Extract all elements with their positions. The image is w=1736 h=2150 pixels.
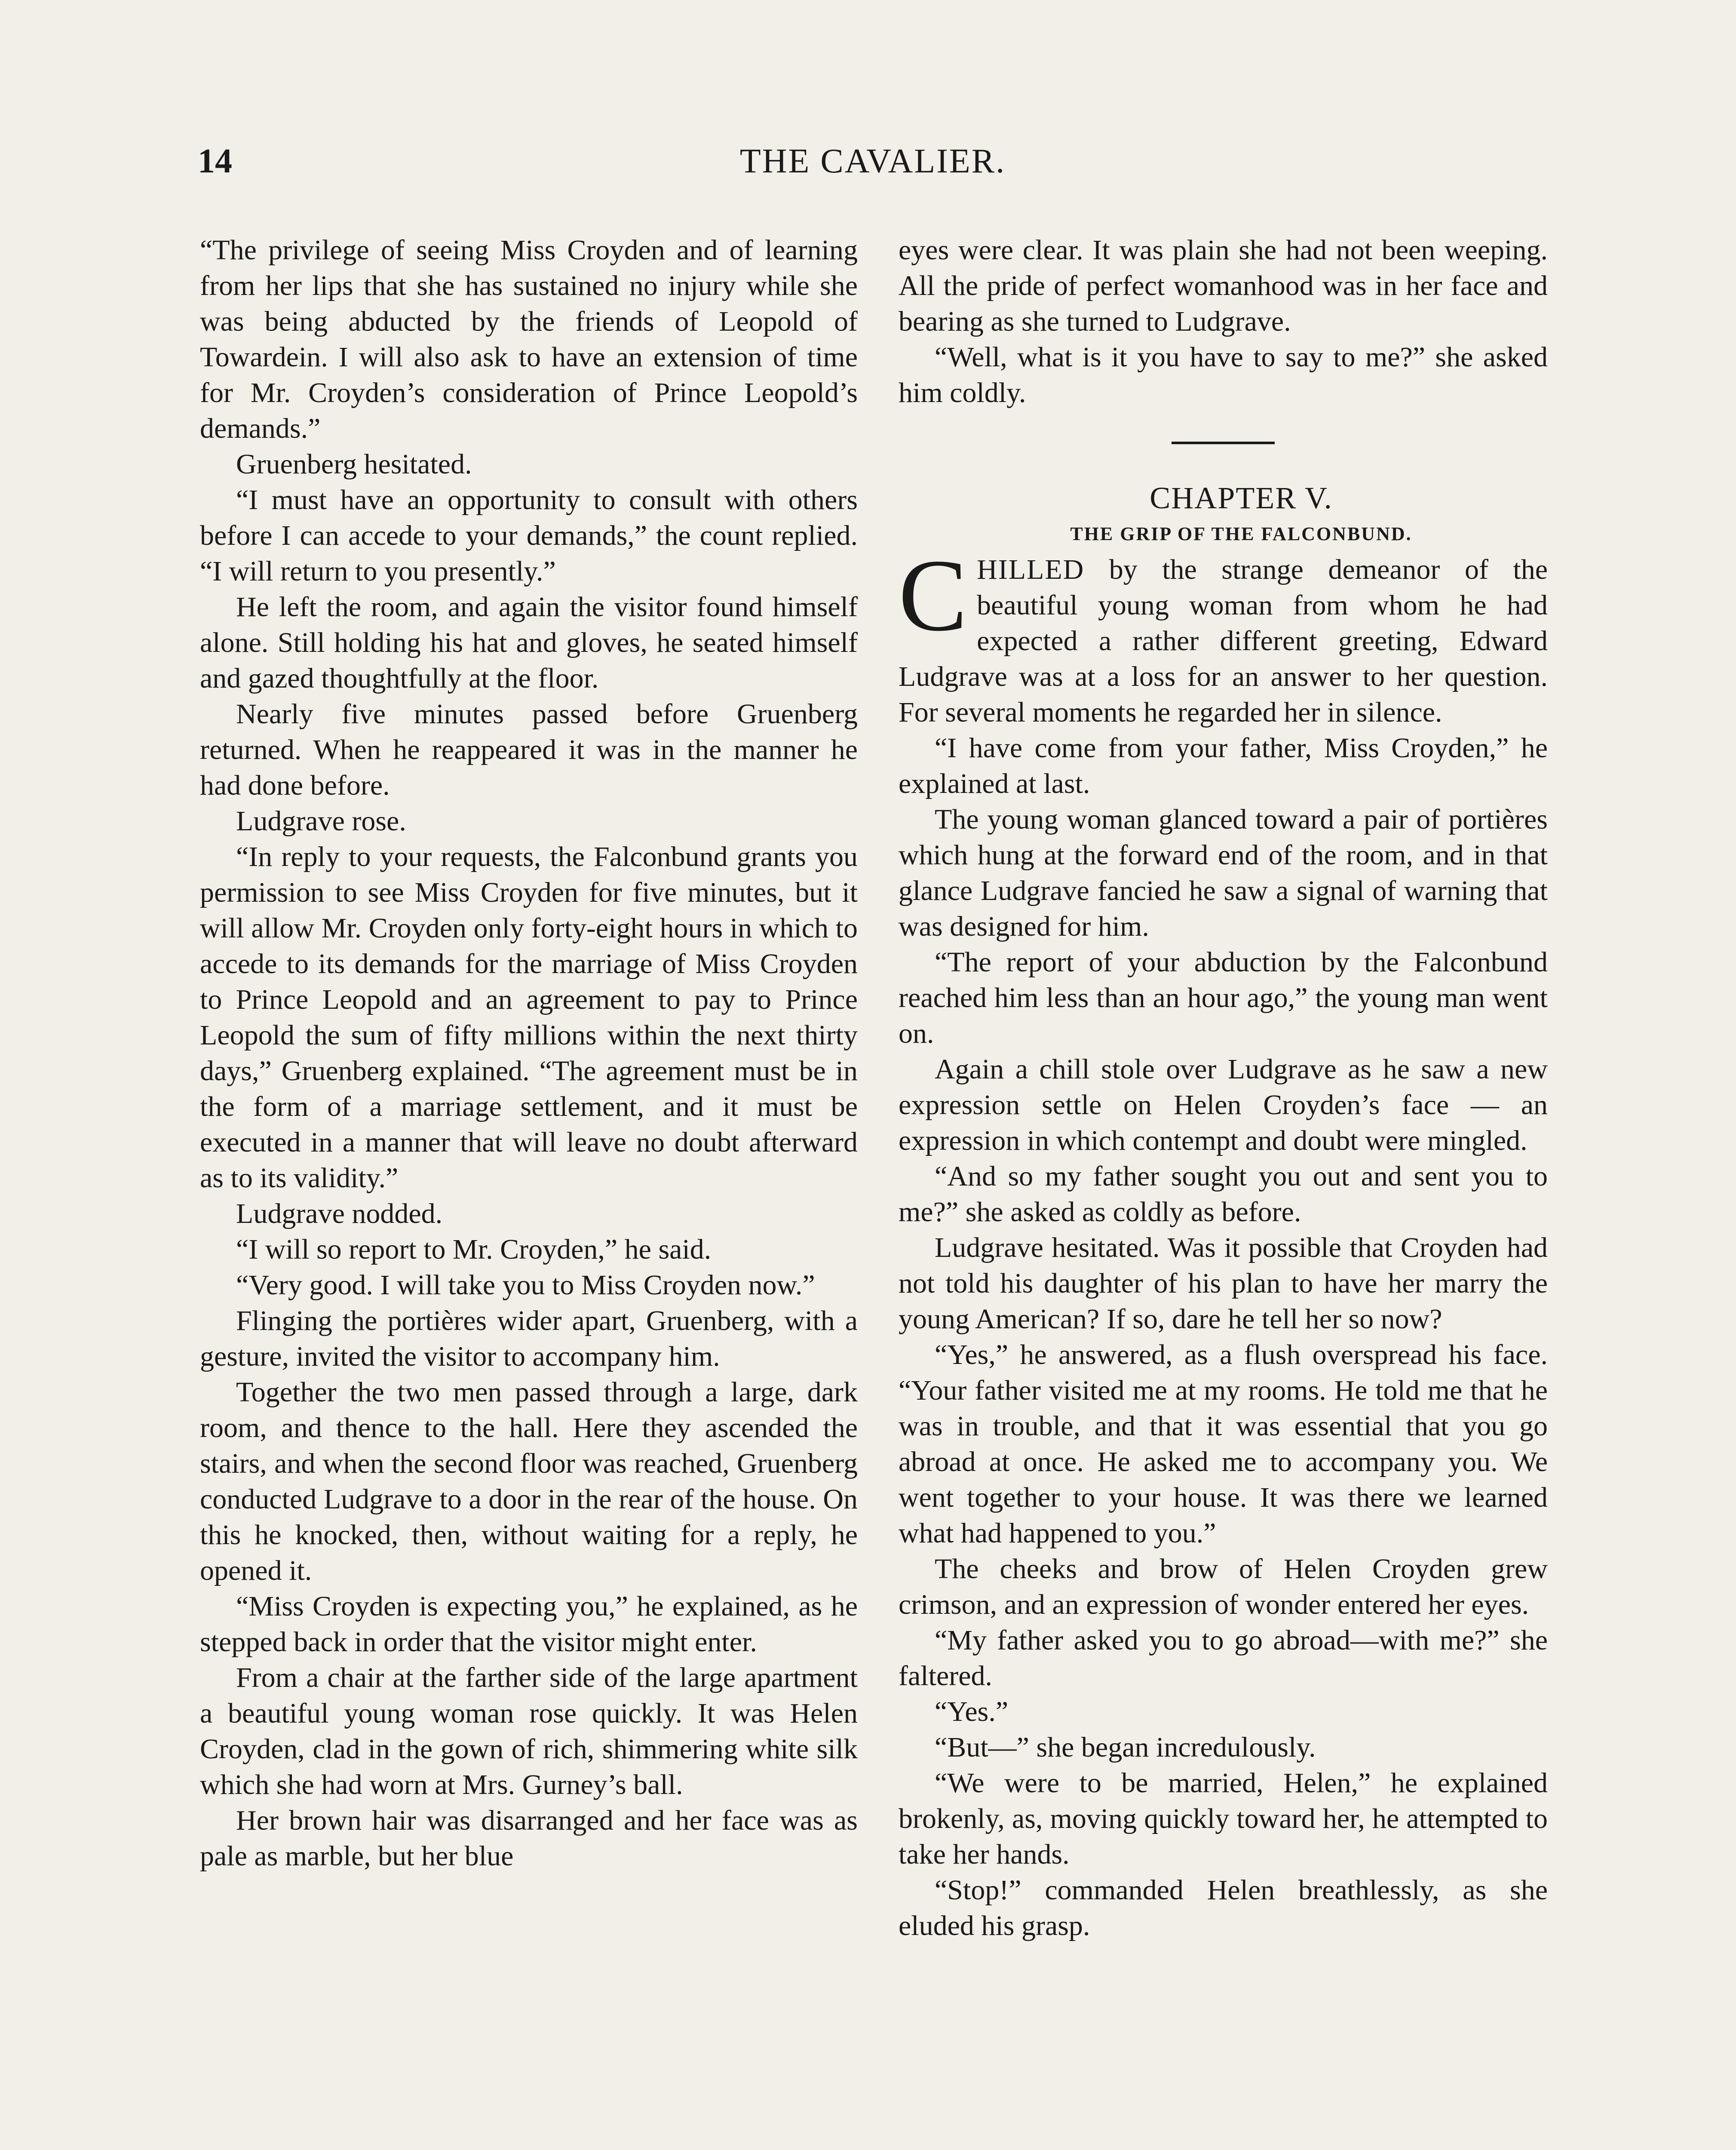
paragraph: Ludgrave rose. xyxy=(236,805,406,837)
paragraph: “The privilege of seeing Miss Croyden and of learning from her lips that she has sustained no injury while she was being abducted by the friends of Leopold of Towardein. I will also ask to have an extension of time for Mr. Croyden’s consideration of Prince Leopold’s demands.” xyxy=(200,234,858,444)
paragraph: “Miss Croyden is expecting you,” he explained, as he stepped back in order that the visitor might enter. xyxy=(200,1591,858,1658)
running-head: THE CAVALIER. xyxy=(739,142,1006,180)
chapter-opening-paragraph xyxy=(899,538,1548,730)
paragraph: Ludgrave nodded. xyxy=(236,1198,443,1229)
paragraph: The cheeks and brow of Helen Croyden grew crimson, and an expression of wonder entered her eyes. xyxy=(899,1553,1548,1620)
paragraph: “Stop!” commanded Helen breathlessly, as she eluded his grasp. xyxy=(899,1874,1548,1941)
paragraph: He left the room, and again the visitor found himself alone. Still holding his hat and gloves, he seated himself and gazed thoughtfully at the floor. xyxy=(200,591,858,694)
paragraph: The young woman glanced toward a pair of portières which hung at the forward end of the room, and in that glance Ludgrave fancied he saw a signal of warning that was designed for him. xyxy=(899,804,1548,942)
paragraph: “Well, what is it you have to say to me?” she asked him coldly. xyxy=(899,341,1548,408)
section-divider xyxy=(1172,442,1275,444)
paragraph: “Very good. I will take you to Miss Croyden now.” xyxy=(236,1269,815,1301)
paragraph: “And so my father sought you out and sent you to me?” she asked as coldly as before. xyxy=(899,1161,1548,1228)
page-number: 14 xyxy=(198,142,232,180)
paragraph: Together the two men passed through a large, dark room, and thence to the hall. Here they ascended the stairs, and when the second floor was reached, Gruenberg conducted Ludgrave to a door in the rear of the house. On this he knocked, then, without waiting for a reply, he opened it. xyxy=(200,1376,858,1586)
paragraph: Ludgrave hesitated. Was it possible that Croyden had not told his daughter of his plan to have her marry the young American? If so, dare he tell her so now? xyxy=(899,1232,1548,1335)
paragraph: “My father asked you to go abroad—with me?” she faltered. xyxy=(899,1625,1548,1692)
paragraph: “The report of your abduction by the Falconbund reached him less than an hour ago,” the young man went on. xyxy=(899,946,1548,1049)
paragraph: Again a chill stole over Ludgrave as he saw a new expression settle on Helen Croyden’s face — an expression in which contempt and doubt were mingled. xyxy=(899,1054,1548,1156)
paragraph: “I must have an opportunity to consult with others before I can accede to your demands,” the count replied. “I will return to you presently.” xyxy=(200,484,858,587)
opening-text: by the strange demeanor of the beautiful young woman from whom he had expected a rather different greeting, Edward Ludgrave was at a loss for an answer to her question. For several moments he regarded her in silence. xyxy=(899,554,1548,728)
opening-lead-word: HILLED xyxy=(977,554,1085,585)
paragraph-continuation: eyes were clear. It was plain she had not been weeping. All the pride of perfect womanhood was in her face and bearing as she turned to Ludgrave. xyxy=(899,234,1548,337)
paragraph: “Yes,” he answered, as a flush overspread his face. “Your father visited me at my rooms. He told me that he was in trouble, and that it was essential that you go abroad at once. He asked me to accompany you. We went together to your house. It was there we learned what had happened to you.” xyxy=(899,1339,1548,1549)
paragraph: From a chair at the farther side of the large apartment a beautiful young woman rose quickly. It was Helen Croyden, clad in the gown of rich, shimmering white silk which she had worn at Mrs. Gurney’s ball. xyxy=(200,1662,858,1800)
paragraph: “But—” she began incredulously. xyxy=(935,1732,1316,1763)
paragraph: “In reply to your requests, the Falconbund grants you permission to see Miss Croyden for five minutes, but it will allow Mr. Croyden only forty-eight hours in which to accede to its demands for the marriage of Miss Croyden to Prince Leopold and an agreement to pay to Prince Leopold the sum of fifty millions within the next thirty days,” Gruenberg explained. “The agreement must be in the form of a marriage settlement, and it must be executed in a manner that will leave no doubt afterward as to its validity.” xyxy=(200,841,858,1194)
drop-cap: C xyxy=(899,538,968,652)
paragraph: “Yes.” xyxy=(935,1696,1009,1727)
paragraph: Her brown hair was disarranged and her face was as pale as marble, but her blue xyxy=(200,1805,858,1872)
right-column xyxy=(899,232,1548,1944)
paragraph: Flinging the portières wider apart, Gruenberg, with a gesture, invited the visitor to accompany him. xyxy=(200,1305,858,1372)
left-column xyxy=(200,232,858,1874)
paragraph: Nearly five minutes passed before Gruenberg returned. When he reappeared it was in the manner he had done before. xyxy=(200,698,858,801)
chapter-title: CHAPTER V. xyxy=(1150,481,1333,515)
page-header xyxy=(198,142,1548,194)
paragraph: “I will so report to Mr. Croyden,” he said. xyxy=(236,1234,712,1265)
paragraph: “We were to be married, Helen,” he explained brokenly, as, moving quickly toward her, he attempted to take her hands. xyxy=(899,1767,1548,1870)
chapter-subtitle: THE GRIP OF THE FALCONBUND. xyxy=(1070,523,1412,544)
paragraph: “I have come from your father, Miss Croyden,” he explained at last. xyxy=(899,732,1548,799)
paragraph: Gruenberg hesitated. xyxy=(236,448,472,480)
